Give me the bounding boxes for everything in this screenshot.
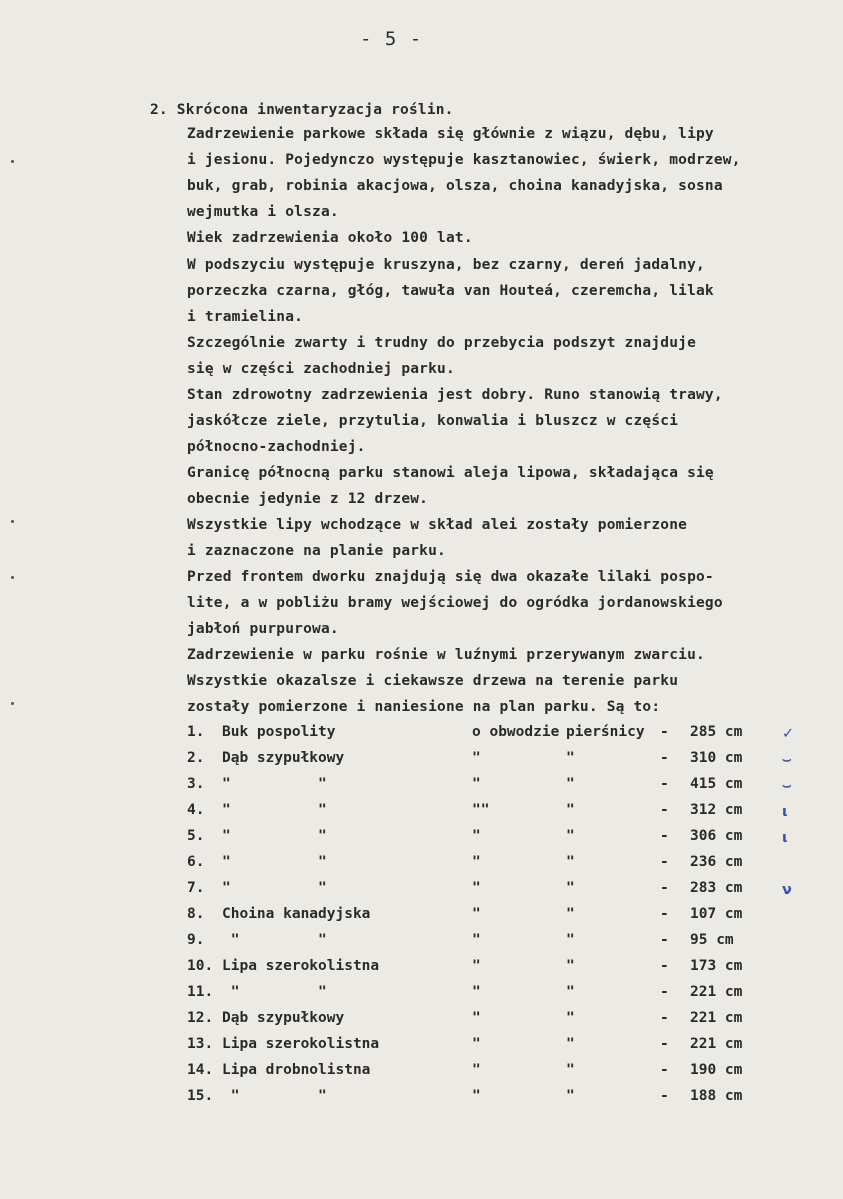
tree-species: Lipa szerokolistna	[222, 1036, 380, 1052]
tree-circumference: 312 cm	[690, 802, 743, 818]
tree-circumference: 173 cm	[690, 958, 743, 974]
paragraph-line: i tramielina.	[187, 309, 304, 325]
tree-circumference: 310 cm	[690, 750, 743, 766]
tree-measure-label: "	[472, 1088, 481, 1104]
tree-species: " "	[222, 1088, 327, 1104]
tree-dash: -	[660, 1062, 669, 1078]
paragraph-line: i jesionu. Pojedynczo występuje kasztanowiec, świerk, modrzew,	[187, 152, 741, 168]
tree-number: 11.	[187, 984, 214, 1000]
tree-row	[0, 906, 843, 926]
tree-row	[0, 1010, 843, 1030]
tree-row	[0, 724, 843, 744]
tree-measure-label: "	[472, 1010, 481, 1026]
tree-measure-label: "	[566, 932, 575, 948]
tree-circumference: 107 cm	[690, 906, 743, 922]
tree-measure-label: "	[472, 880, 481, 896]
tree-row	[0, 880, 843, 900]
tree-dash: -	[660, 932, 669, 948]
tree-dash: -	[660, 828, 669, 844]
tree-measure-label: "	[472, 932, 481, 948]
tree-number: 1.	[187, 724, 205, 740]
tree-row	[0, 932, 843, 952]
tree-dash: -	[660, 1088, 669, 1104]
tree-measure-label: "	[566, 750, 575, 766]
tree-dash: -	[660, 958, 669, 974]
tree-circumference: 306 cm	[690, 828, 743, 844]
tree-measure-label: "	[472, 828, 481, 844]
tree-dash: -	[660, 984, 669, 1000]
tree-measure-label: "	[566, 1036, 575, 1052]
handwritten-check-mark: ✓	[782, 726, 795, 742]
paragraph-line: Szczególnie zwarty i trudny do przebycia podszyt znajduje	[187, 335, 696, 351]
tree-row	[0, 1036, 843, 1056]
tree-species: Dąb szypułkowy	[222, 750, 345, 766]
tree-row	[0, 802, 843, 822]
tree-row	[0, 828, 843, 848]
tree-measure-label: "	[566, 828, 575, 844]
tree-number: 15.	[187, 1088, 214, 1104]
tree-circumference: 95 cm	[690, 932, 734, 948]
tree-row	[0, 1062, 843, 1082]
tree-measure-label: "	[566, 802, 575, 818]
tree-species: " "	[222, 880, 327, 896]
tree-measure-label: "	[472, 1036, 481, 1052]
tree-species: Lipa szerokolistna	[222, 958, 380, 974]
tree-measure-label: "	[566, 880, 575, 896]
tree-circumference: 221 cm	[690, 1010, 743, 1026]
paragraph-line: porzeczka czarna, głóg, tawuła van Houteá, czeremcha, lilak	[187, 283, 714, 299]
handwritten-check-mark: ι	[782, 804, 788, 820]
tree-measure-label: "	[566, 854, 575, 870]
tree-species: " "	[222, 984, 327, 1000]
tree-dash: -	[660, 724, 669, 740]
paragraph-line: północno-zachodniej.	[187, 439, 366, 455]
paragraph-line: Wszystkie lipy wchodzące w skład alei zostały pomierzone	[187, 517, 688, 533]
tree-measure-label: o obwodzie	[472, 724, 560, 740]
tree-measure-label: "	[472, 854, 481, 870]
paragraph-line: Zadrzewienie w parku rośnie w luźnymi przerywanym zwarciu.	[187, 647, 705, 663]
tree-dash: -	[660, 1010, 669, 1026]
tree-circumference: 221 cm	[690, 984, 743, 1000]
tree-species: " "	[222, 932, 327, 948]
tree-number: 13.	[187, 1036, 214, 1052]
tree-species: " "	[222, 802, 327, 818]
tree-dash: -	[660, 880, 669, 896]
paragraph-line: wejmutka i olsza.	[187, 204, 339, 220]
paragraph-line: Wiek zadrzewienia około 100 lat.	[187, 230, 473, 246]
tree-circumference: 236 cm	[690, 854, 743, 870]
tree-measure-label: "	[472, 984, 481, 1000]
tree-circumference: 415 cm	[690, 776, 743, 792]
tree-circumference: 283 cm	[690, 880, 743, 896]
tree-circumference: 190 cm	[690, 1062, 743, 1078]
handwritten-check-mark: ν	[782, 882, 792, 898]
paragraph-line: Wszystkie okazalsze i ciekawsze drzewa na terenie parku	[187, 673, 679, 689]
tree-row	[0, 1088, 843, 1108]
tree-dash: -	[660, 906, 669, 922]
tree-circumference: 188 cm	[690, 1088, 743, 1104]
tree-measure-label: "	[566, 958, 575, 974]
tree-species: " "	[222, 828, 327, 844]
tree-number: 4.	[187, 802, 205, 818]
tree-dash: -	[660, 802, 669, 818]
punch-hole-mark	[11, 576, 14, 579]
tree-measure-label: "	[472, 750, 481, 766]
tree-number: 14.	[187, 1062, 214, 1078]
tree-measure-label: pierśnicy	[566, 724, 645, 740]
tree-measure-label: "	[566, 906, 575, 922]
tree-measure-label: "	[566, 984, 575, 1000]
handwritten-check-mark: ι	[782, 830, 788, 846]
tree-measure-label: "	[566, 1088, 575, 1104]
paragraph-line: Stan zdrowotny zadrzewienia jest dobry. Runo stanowią trawy,	[187, 387, 723, 403]
paragraph-line: lite, a w pobliżu bramy wejściowej do ogródka jordanowskiego	[187, 595, 723, 611]
paragraph-line: obecnie jedynie z 12 drzew.	[187, 491, 429, 507]
tree-species: Buk pospolity	[222, 724, 336, 740]
tree-circumference: 221 cm	[690, 1036, 743, 1052]
tree-species: " "	[222, 776, 327, 792]
tree-number: 9.	[187, 932, 205, 948]
tree-measure-label: "	[472, 776, 481, 792]
tree-measure-label: "	[472, 906, 481, 922]
tree-measure-label: "	[566, 1010, 575, 1026]
paragraph-line: buk, grab, robinia akacjowa, olsza, choina kanadyjska, sosna	[187, 178, 723, 194]
paragraph-line: Granicę północną parku stanowi aleja lipowa, składająca się	[187, 465, 714, 481]
tree-number: 8.	[187, 906, 205, 922]
paragraph-line: Zadrzewienie parkowe składa się głównie z wiązu, dębu, lipy	[187, 126, 714, 142]
tree-number: 12.	[187, 1010, 214, 1026]
tree-measure-label: "	[472, 1062, 481, 1078]
tree-number: 5.	[187, 828, 205, 844]
paragraph-line: W podszyciu występuje kruszyna, bez czarny, dereń jadalny,	[187, 257, 705, 273]
paragraph-line: jaskółcze ziele, przytulia, konwalia i bluszcz w części	[187, 413, 679, 429]
tree-row	[0, 776, 843, 796]
tree-circumference: 285 cm	[690, 724, 743, 740]
paragraph-line: Przed frontem dworku znajdują się dwa okazałe lilaki pospo-	[187, 569, 714, 585]
tree-species: " "	[222, 854, 327, 870]
paragraph-line: i zaznaczone na planie parku.	[187, 543, 446, 559]
tree-number: 3.	[187, 776, 205, 792]
section-heading: 2. Skrócona inwentaryzacja roślin.	[150, 102, 454, 118]
tree-dash: -	[660, 750, 669, 766]
tree-measure-label: "	[566, 1062, 575, 1078]
tree-species: Choina kanadyjska	[222, 906, 371, 922]
tree-dash: -	[660, 776, 669, 792]
tree-number: 6.	[187, 854, 205, 870]
tree-row	[0, 854, 843, 874]
handwritten-check-mark: ⌣	[782, 752, 792, 768]
punch-hole-mark	[11, 520, 14, 523]
tree-row	[0, 750, 843, 770]
tree-species: Lipa drobnolistna	[222, 1062, 371, 1078]
handwritten-check-mark: ⌣	[782, 778, 792, 794]
tree-measure-label: ""	[472, 802, 490, 818]
tree-number: 2.	[187, 750, 205, 766]
tree-dash: -	[660, 854, 669, 870]
tree-number: 7.	[187, 880, 205, 896]
tree-measure-label: "	[566, 776, 575, 792]
tree-dash: -	[660, 1036, 669, 1052]
punch-hole-mark	[11, 702, 14, 705]
punch-hole-mark	[11, 160, 14, 163]
paragraph-line: jabłoń purpurowa.	[187, 621, 339, 637]
tree-number: 10.	[187, 958, 214, 974]
tree-row	[0, 984, 843, 1004]
paragraph-line: zostały pomierzone i naniesione na plan parku. Są to:	[187, 699, 661, 715]
page-number: - 5 -	[360, 28, 423, 50]
paragraph-line: się w części zachodniej parku.	[187, 361, 455, 377]
tree-species: Dąb szypułkowy	[222, 1010, 345, 1026]
tree-measure-label: "	[472, 958, 481, 974]
tree-row	[0, 958, 843, 978]
